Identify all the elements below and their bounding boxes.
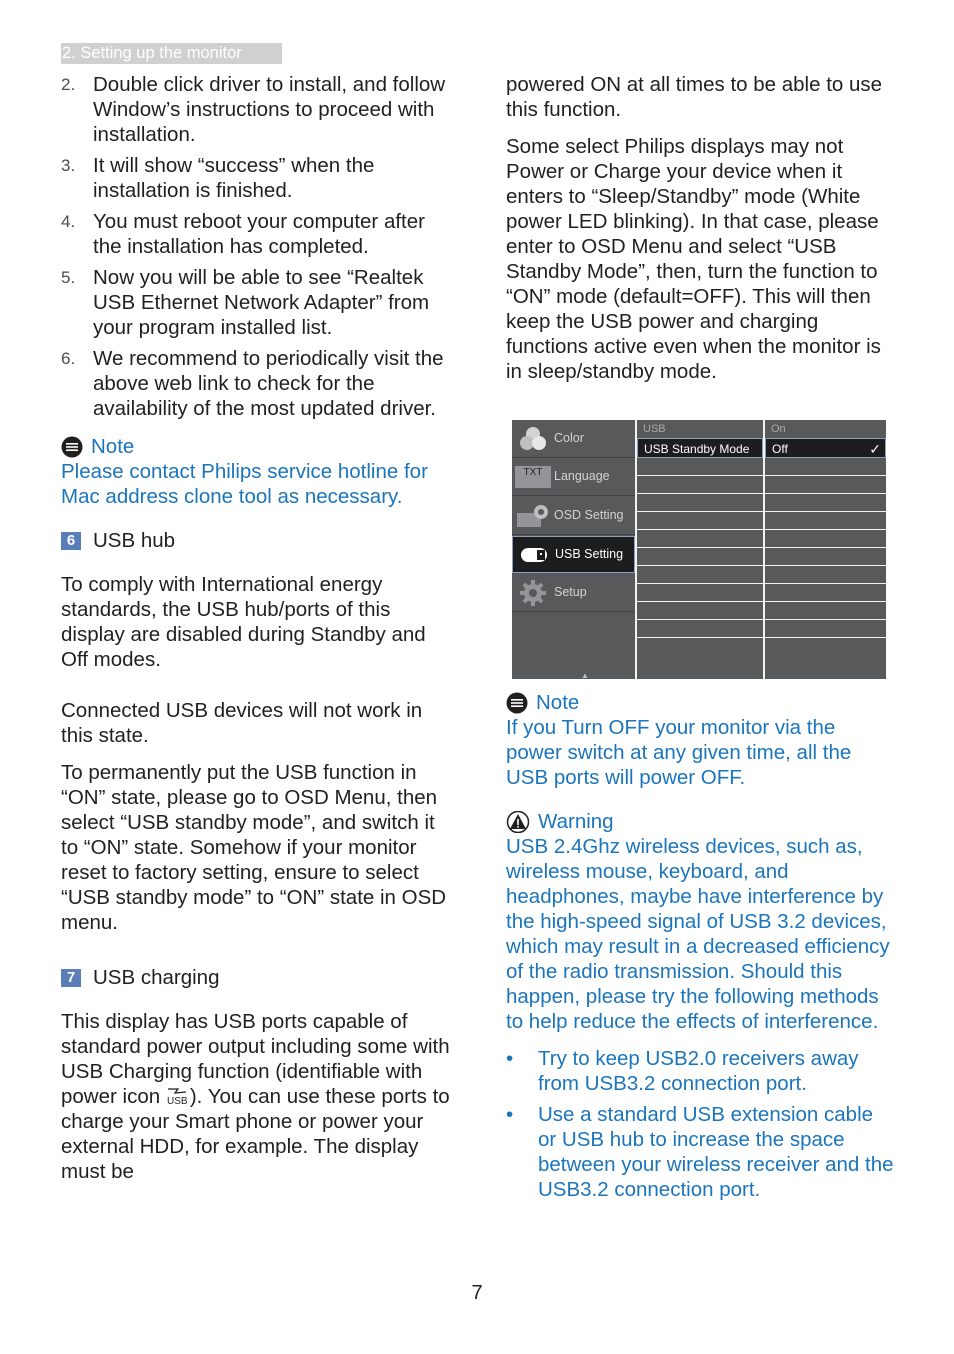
right-column: [506, 72, 896, 384]
usb-charging-heading: [61, 965, 456, 990]
section-number: 7: [61, 969, 81, 987]
osd-selected-label: USB Standby Mode: [644, 442, 750, 456]
note-title: Note: [536, 691, 580, 714]
step-text: It will show “success” when the installation is finished.: [93, 154, 375, 202]
note-title: Note: [91, 435, 135, 458]
note-body: Please contact Philips service hotline for Mac address clone tool as necessary.: [61, 460, 428, 508]
osd-empty-row: [637, 584, 763, 602]
osd-empty-row: [765, 458, 886, 476]
section-title: USB charging: [93, 966, 220, 989]
list-item: [61, 346, 456, 421]
step-number: 6.: [61, 349, 76, 368]
osd-empty-row: [637, 476, 763, 494]
left-column: [61, 72, 456, 1184]
right-column-lower: [506, 690, 896, 1208]
warning-body: USB 2.4Ghz wireless devices, such as, wireless mouse, keyboard, and headphones, maybe have interference by the high-speed signal of USB 3.2 devices, which may result in a decreased efficiency of the radio transmission. Should this happen, please try the following methods to help reduce the effects of interference.: [506, 835, 890, 1033]
list-item: [61, 153, 456, 203]
osd-empty-row: [637, 512, 763, 530]
bullet-icon: •: [506, 1047, 514, 1070]
note-icon: [506, 692, 528, 714]
osd-empty-row: [765, 512, 886, 530]
osd-submenu: [637, 420, 763, 679]
osd-empty-row: [637, 530, 763, 548]
step-text: You must reboot your computer after the installation has completed.: [93, 210, 425, 258]
step-text: We recommend to periodically visit the above web link to check for the availability of the most updated driver.: [93, 347, 444, 420]
osd-submenu-header: USB: [637, 420, 763, 438]
txt-icon-label: TXT: [515, 466, 551, 488]
osd-item-usb-setting: [512, 536, 635, 573]
list-item: [61, 209, 456, 259]
step-number: 5.: [61, 268, 76, 287]
osd-empty-row: [637, 620, 763, 638]
color-icon: [512, 425, 554, 453]
bullet-text: Try to keep USB2.0 receivers away from USB3.2 connection port.: [538, 1047, 859, 1095]
warning-heading: [506, 809, 896, 834]
step-number: 3.: [61, 156, 76, 175]
osd-empty-row: [765, 530, 886, 548]
osd-value-header: On: [765, 420, 886, 438]
note-heading: [61, 434, 456, 459]
osd-empty-row: [765, 620, 886, 638]
osd-empty-row: [765, 584, 886, 602]
osd-submenu-selected: [637, 438, 763, 458]
note-heading: [506, 690, 896, 715]
osd-empty-row: [765, 548, 886, 566]
list-item: [506, 1102, 896, 1202]
step-text: Double click driver to install, and follow Window’s instructions to proceed with installation.: [93, 73, 446, 146]
section-number: 6: [61, 532, 81, 550]
osd-empty-row: [637, 602, 763, 620]
osd-item-osd-setting: [512, 497, 635, 535]
osd-item-language: [512, 458, 635, 496]
lightning-icon: [166, 1086, 190, 1106]
usb-hub-paragraph: Connected USB devices will not work in this state.: [61, 699, 423, 747]
list-item: [61, 265, 456, 340]
osd-empty-row: [637, 458, 763, 476]
usb-hub-paragraph: To comply with International energy standards, the USB hub/ports of this display are disabled during Standby and Off modes.: [61, 573, 426, 671]
osd-main-menu: [512, 420, 635, 679]
usb-hub-paragraph: To permanently put the USB function in “ON” state, please go to OSD Menu, then select “USB standby mode”, and switch it to “ON” state. Somehow if your monitor reset to factory setting, ensure to select “USB standby mode” to “ON” state in OSD menu.: [61, 761, 447, 934]
warning-icon: [506, 811, 530, 833]
list-item: [506, 1046, 896, 1096]
osd-item-color: [512, 420, 635, 458]
osd-item-label: Color: [554, 431, 584, 445]
osd-empty-row: [637, 548, 763, 566]
osd-selected-value: Off: [772, 442, 788, 456]
usb-charging-paragraph: [61, 1009, 456, 1184]
osd-item-label: USB Setting: [555, 547, 624, 561]
gear-icon: [512, 579, 554, 607]
warning-bullets: [506, 1046, 896, 1202]
list-item: [61, 72, 456, 147]
install-steps: [61, 72, 456, 421]
osd-setting-icon: [512, 503, 554, 529]
osd-item-label: Language: [554, 469, 610, 483]
osd-value-column: [765, 420, 886, 679]
section-header: 2. Setting up the monitor: [61, 43, 282, 64]
osd-value-selected: [765, 438, 886, 458]
note-body: If you Turn OFF your monitor via the power switch at any given time, all the USB ports will power OFF.: [506, 716, 852, 789]
osd-empty-row: [765, 566, 886, 584]
osd-empty-row: [637, 566, 763, 584]
usb-hub-heading: [61, 528, 456, 553]
osd-menu-screenshot: [512, 420, 886, 679]
usb-icon: [513, 545, 555, 565]
page-number: 7: [471, 1282, 483, 1304]
osd-empty-row: [765, 494, 886, 512]
warning-title: Warning: [538, 810, 614, 833]
section-title: USB hub: [93, 529, 176, 552]
check-icon: ✓: [869, 441, 881, 457]
usb-icon-label: USB: [166, 1095, 188, 1106]
osd-item-setup: [512, 574, 635, 612]
step-text: Now you will be able to see “Realtek USB Ethernet Network Adapter” from your program installed list.: [93, 266, 430, 339]
standby-paragraph: Some select Philips displays may not Power or Charge your device when it enters to “Sleep/Standby” mode (White power LED blinking). In that case, please enter to OSD Menu and select “USB Standby Mode”, then, turn the function to “ON” mode (default=OFF). This will then keep the USB power and charging functions active even when the monitor is in sleep/standby mode.: [506, 135, 881, 383]
note-icon: [61, 436, 83, 458]
step-number: 2.: [61, 75, 76, 94]
txt-icon: [512, 466, 554, 488]
bullet-text: Use a standard USB extension cable or USB hub to increase the space between your wireless receiver and the USB3.2 connection port.: [538, 1103, 894, 1201]
paragraph-text: This display has USB ports capable of standard power output including some with USB Charging function (identifiable with power icon: [61, 1010, 450, 1108]
osd-empty-row: [765, 602, 886, 620]
step-number: 4.: [61, 212, 76, 231]
continued-paragraph: powered ON at all times to be able to use this function.: [506, 73, 883, 121]
osd-item-label: OSD Setting: [554, 508, 624, 522]
usb-power-icon: [166, 1086, 190, 1106]
osd-empty-row: [637, 494, 763, 512]
osd-item-label: Setup: [554, 585, 587, 599]
bullet-icon: •: [506, 1103, 514, 1126]
osd-empty-row: [765, 476, 886, 494]
paragraph-text: ). You can use these ports to charge your Smart phone or power your external HDD, for example. The display must be: [61, 1085, 450, 1183]
up-arrow-icon: ▲: [581, 671, 589, 680]
